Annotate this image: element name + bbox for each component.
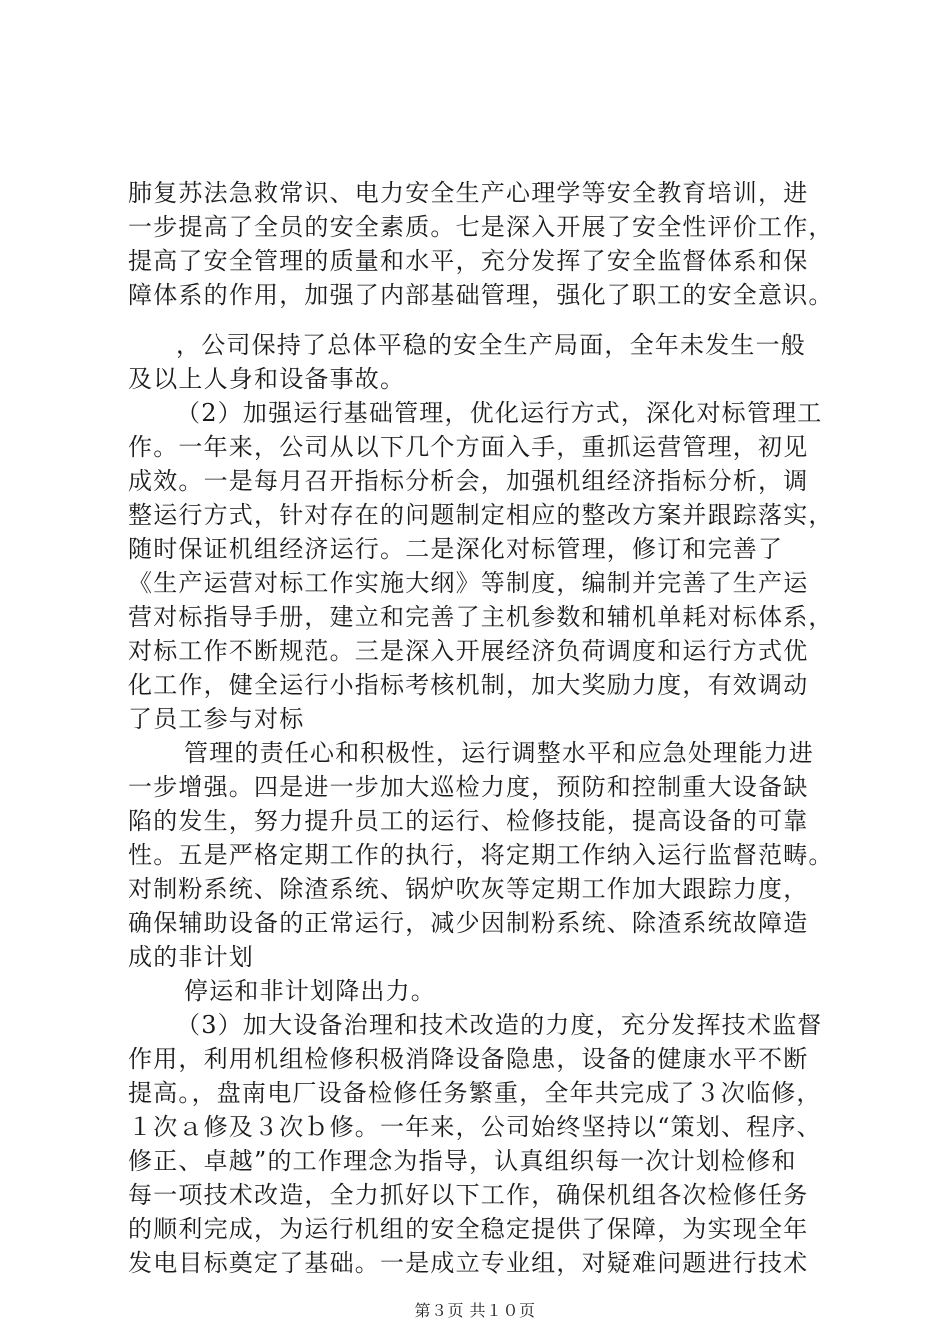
text-line: 确保辅助设备的正常运行，减少因制粉系统、除渣系统故障造 <box>128 909 809 937</box>
text-line: 管理的责任心和积极性，运行调整水平和应急处理能力进 <box>184 739 814 767</box>
text-line: （3）加大设备治理和技术改造的力度，充分发挥技术监督 <box>176 1011 823 1039</box>
text-line: 成的非计划 <box>128 943 254 971</box>
text-line: １次ａ修及３次ｂ修。一年来，公司始终坚持以“策划、程序、 <box>128 1113 822 1141</box>
text-line: 的顺利完成，为运行机组的安全稳定提供了保障，为实现全年 <box>128 1215 809 1243</box>
text-line: 肺复苏法急救常识、电力安全生产心理学等安全教育培训，进 <box>128 179 809 207</box>
text-line: 停运和非计划降出力。 <box>184 977 436 1005</box>
text-line: 营对标指导手册，建立和完善了主机参数和辅机单耗对标体系， <box>128 603 834 631</box>
text-line: 《生产运营对标工作实施大纲》等制度，编制并完善了生产运 <box>128 569 809 597</box>
page-number-footer: 第３页 共１０页 <box>414 1301 536 1320</box>
text-line: 了员工参与对标 <box>128 705 305 733</box>
text-line: （2）加强运行基础管理，优化运行方式，深化对标管理工 <box>176 399 823 427</box>
text-line: 每一项技术改造，全力抓好以下工作，确保机组各次检修任务 <box>128 1181 809 1209</box>
text-line: 一步增强。四是进一步加大巡检力度，预防和控制重大设备缺 <box>128 773 809 801</box>
text-line: 整运行方式，针对存在的问题制定相应的整改方案并跟踪落实， <box>128 501 834 529</box>
text-line: ，公司保持了总体平稳的安全生产局面，全年未发生一般 <box>176 331 806 359</box>
text-line: 作用，利用机组检修积极消降设备隐患，设备的健康水平不断 <box>128 1045 809 1073</box>
text-line: 对标工作不断规范。三是深入开展经济负荷调度和运行方式优 <box>128 637 809 665</box>
text-line: 修正、卓越”的工作理念为指导，认真组织每一次计划检修和 <box>128 1147 797 1175</box>
text-line: 提高了安全管理的质量和水平，充分发挥了安全监督体系和保 <box>128 247 809 275</box>
text-line: 障体系的作用，加强了内部基础管理，强化了职工的安全意识。 <box>128 281 834 309</box>
text-line: 发电目标奠定了基础。一是成立专业组，对疑难问题进行技术 <box>128 1249 809 1277</box>
text-line: 作。一年来，公司从以下几个方面入手，重抓运营管理，初见 <box>128 433 809 461</box>
text-line: 对制粉系统、除渣系统、锅炉吹灰等定期工作加大跟踪力度， <box>128 875 809 903</box>
text-line: 化工作，健全运行小指标考核机制，加大奖励力度，有效调动 <box>128 671 809 699</box>
text-line: 性。五是严格定期工作的执行，将定期工作纳入运行监督范畴。 <box>128 841 834 869</box>
text-line: 陷的发生，努力提升员工的运行、检修技能，提高设备的可靠 <box>128 807 809 835</box>
text-line: 随时保证机组经济运行。二是深化对标管理，修订和完善了 <box>128 535 784 563</box>
text-line: 及以上人身和设备事故。 <box>128 365 406 393</box>
text-line: 成效。一是每月召开指标分析会，加强机组经济指标分析，调 <box>128 467 809 495</box>
text-line: 一步提高了全员的安全素质。七是深入开展了安全性评价工作， <box>128 213 834 241</box>
text-line: 提高。，盘南电厂设备检修任务繁重，全年共完成了３次临修， <box>128 1079 822 1107</box>
